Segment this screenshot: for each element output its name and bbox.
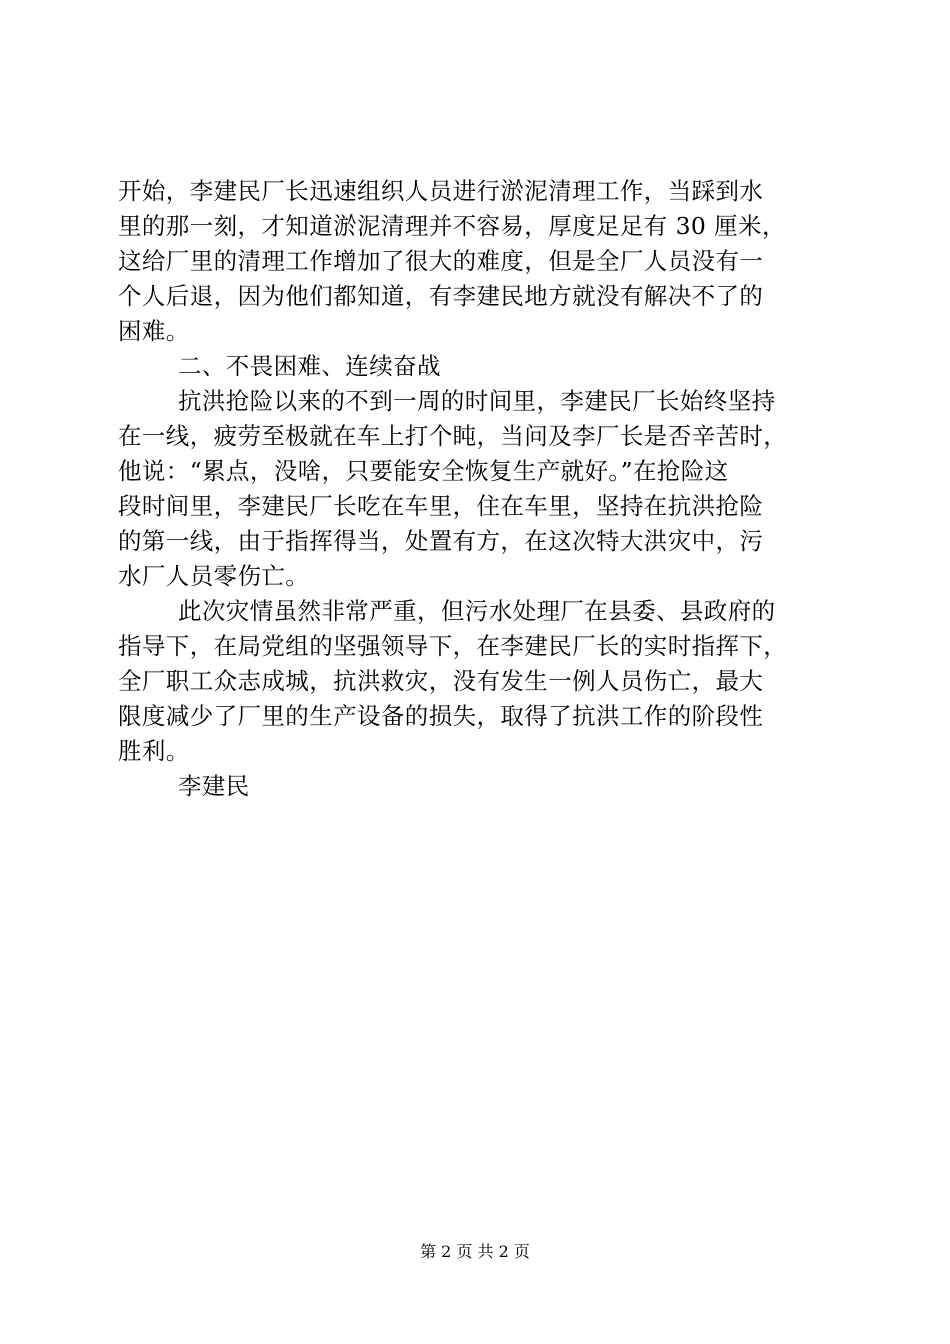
text-line: 水厂人员零伤亡。 bbox=[118, 562, 310, 590]
text-line: 胜利。 bbox=[118, 737, 190, 765]
section-heading: 二、不畏困难、连续奋战 bbox=[178, 352, 441, 380]
text-line: 个人后退，因为他们都知道，有李建民地方就没有解决不了的 bbox=[118, 282, 764, 310]
text-line: 开始，李建民厂长迅速组织人员进行淤泥清理工作，当踩到水 bbox=[118, 177, 764, 205]
text-line: 在一线，疲劳至极就在车上打个盹，当问及李厂长是否辛苦时， bbox=[118, 422, 788, 450]
text-line: 里的那一刻，才知道淤泥清理并不容易，厚度足足有 30 厘米， bbox=[118, 212, 786, 240]
text-line: 段时间里，李建民厂长吃在车里，住在车里，坚持在抗洪抢险 bbox=[118, 492, 764, 520]
page-number-label: 第 2 页 共 2 页 bbox=[420, 1242, 530, 1261]
text-line: 此次灾情虽然非常严重，但污水处理厂在县委、县政府的 bbox=[178, 597, 776, 625]
text-line: 困难。 bbox=[118, 317, 190, 345]
page-footer bbox=[0, 1240, 950, 1264]
text-line: 指导下，在局党组的坚强领导下，在李建民厂长的实时指挥下， bbox=[118, 632, 788, 660]
text-line: 他说：“累点，没啥，只要能安全恢复生产就好。”在抢险这 bbox=[118, 457, 729, 485]
signature-name: 李建民 bbox=[178, 772, 250, 800]
text-line: 的第一线，由于指挥得当，处置有方，在这次特大洪灾中，污 bbox=[118, 527, 764, 555]
document-body bbox=[118, 174, 834, 804]
text-line: 限度减少了厂里的生产设备的损失，取得了抗洪工作的阶段性 bbox=[118, 702, 764, 730]
text-line: 全厂职工众志成城，抗洪救灾，没有发生一例人员伤亡，最大 bbox=[118, 667, 764, 695]
text-line: 这给厂里的清理工作增加了很大的难度，但是全厂人员没有一 bbox=[118, 247, 764, 275]
text-line: 抗洪抢险以来的不到一周的时间里，李建民厂长始终坚持 bbox=[178, 387, 776, 415]
